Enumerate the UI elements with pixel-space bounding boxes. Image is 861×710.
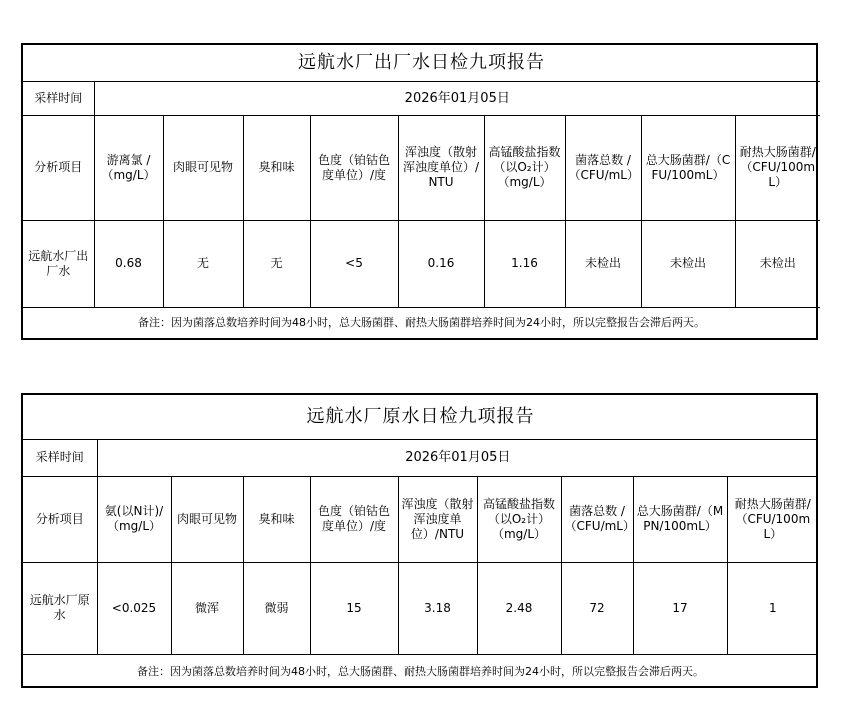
header-cell: 菌落总数 /（CFU/mL） [565,115,641,220]
value-cell: 1.16 [484,220,565,307]
value-cell: 微弱 [243,562,310,654]
analysis-item-label: 分析项目 [23,476,97,562]
header-cell: 肉眼可见物 [171,476,243,562]
value-cell: 无 [163,220,243,307]
header-cell: 耐热大肠菌群/（CFU/100mL） [727,476,818,562]
header-cell: 色度（铂钴色度单位）/度 [310,115,398,220]
value-cell: 15 [310,562,398,654]
finished-water-report-table [23,45,820,338]
value-cell: 72 [561,562,633,654]
report-note: 备注：因为菌落总数培养时间为48小时，总大肠菌群、耐热大肠菌群培养时间为24小时，所以完整报告会滞后两天。 [23,307,820,338]
value-cell: 未检出 [565,220,641,307]
value-cell: <0.025 [97,562,171,654]
sampling-time-label: 采样时间 [23,439,97,476]
header-cell: 游离氯 /（mg/L） [94,115,163,220]
header-cell: 色度（铂钴色度单位）/度 [310,476,398,562]
raw-water-report [21,393,818,688]
sampling-date: 2026年01月05日 [97,439,818,476]
value-cell: 微浑 [171,562,243,654]
value-cell: 2.48 [477,562,561,654]
value-cell: <5 [310,220,398,307]
value-cell: 未检出 [735,220,820,307]
value-cell: 0.16 [398,220,484,307]
header-cell: 浑浊度（散射浑浊度单位）/NTU [398,115,484,220]
header-cell: 肉眼可见物 [163,115,243,220]
finished-water-report [21,43,818,340]
raw-water-report-table [23,395,818,688]
header-cell: 臭和味 [243,476,310,562]
sampling-time-label: 采样时间 [23,81,94,115]
report-note: 备注：因为菌落总数培养时间为48小时，总大肠菌群、耐热大肠菌群培养时间为24小时，所以完整报告会滞后两天。 [23,654,818,688]
header-cell: 耐热大肠菌群/（CFU/100mL） [735,115,820,220]
value-cell: 无 [243,220,310,307]
header-cell: 总大肠菌群/（CFU/100mL） [641,115,735,220]
value-cell: 1 [727,562,818,654]
sampling-date: 2026年01月05日 [94,81,820,115]
header-cell: 高锰酸盐指数（以O₂计）（mg/L） [477,476,561,562]
header-cell: 总大肠菌群/（MPN/100mL） [633,476,727,562]
header-cell: 菌落总数 /（CFU/mL） [561,476,633,562]
header-cell: 浑浊度（散射浑浊度单位）/NTU [398,476,477,562]
report-title: 远航水厂出厂水日检九项报告 [23,45,820,81]
value-cell: 3.18 [398,562,477,654]
sample-name: 远航水厂原水 [23,562,97,654]
value-cell: 17 [633,562,727,654]
sample-name: 远航水厂出厂水 [23,220,94,307]
value-cell: 未检出 [641,220,735,307]
header-cell: 臭和味 [243,115,310,220]
analysis-item-label: 分析项目 [23,115,94,220]
report-title: 远航水厂原水日检九项报告 [23,395,818,439]
header-cell: 高锰酸盐指数（以O₂计）（mg/L） [484,115,565,220]
header-cell: 氨(以N计)/（mg/L） [97,476,171,562]
value-cell: 0.68 [94,220,163,307]
